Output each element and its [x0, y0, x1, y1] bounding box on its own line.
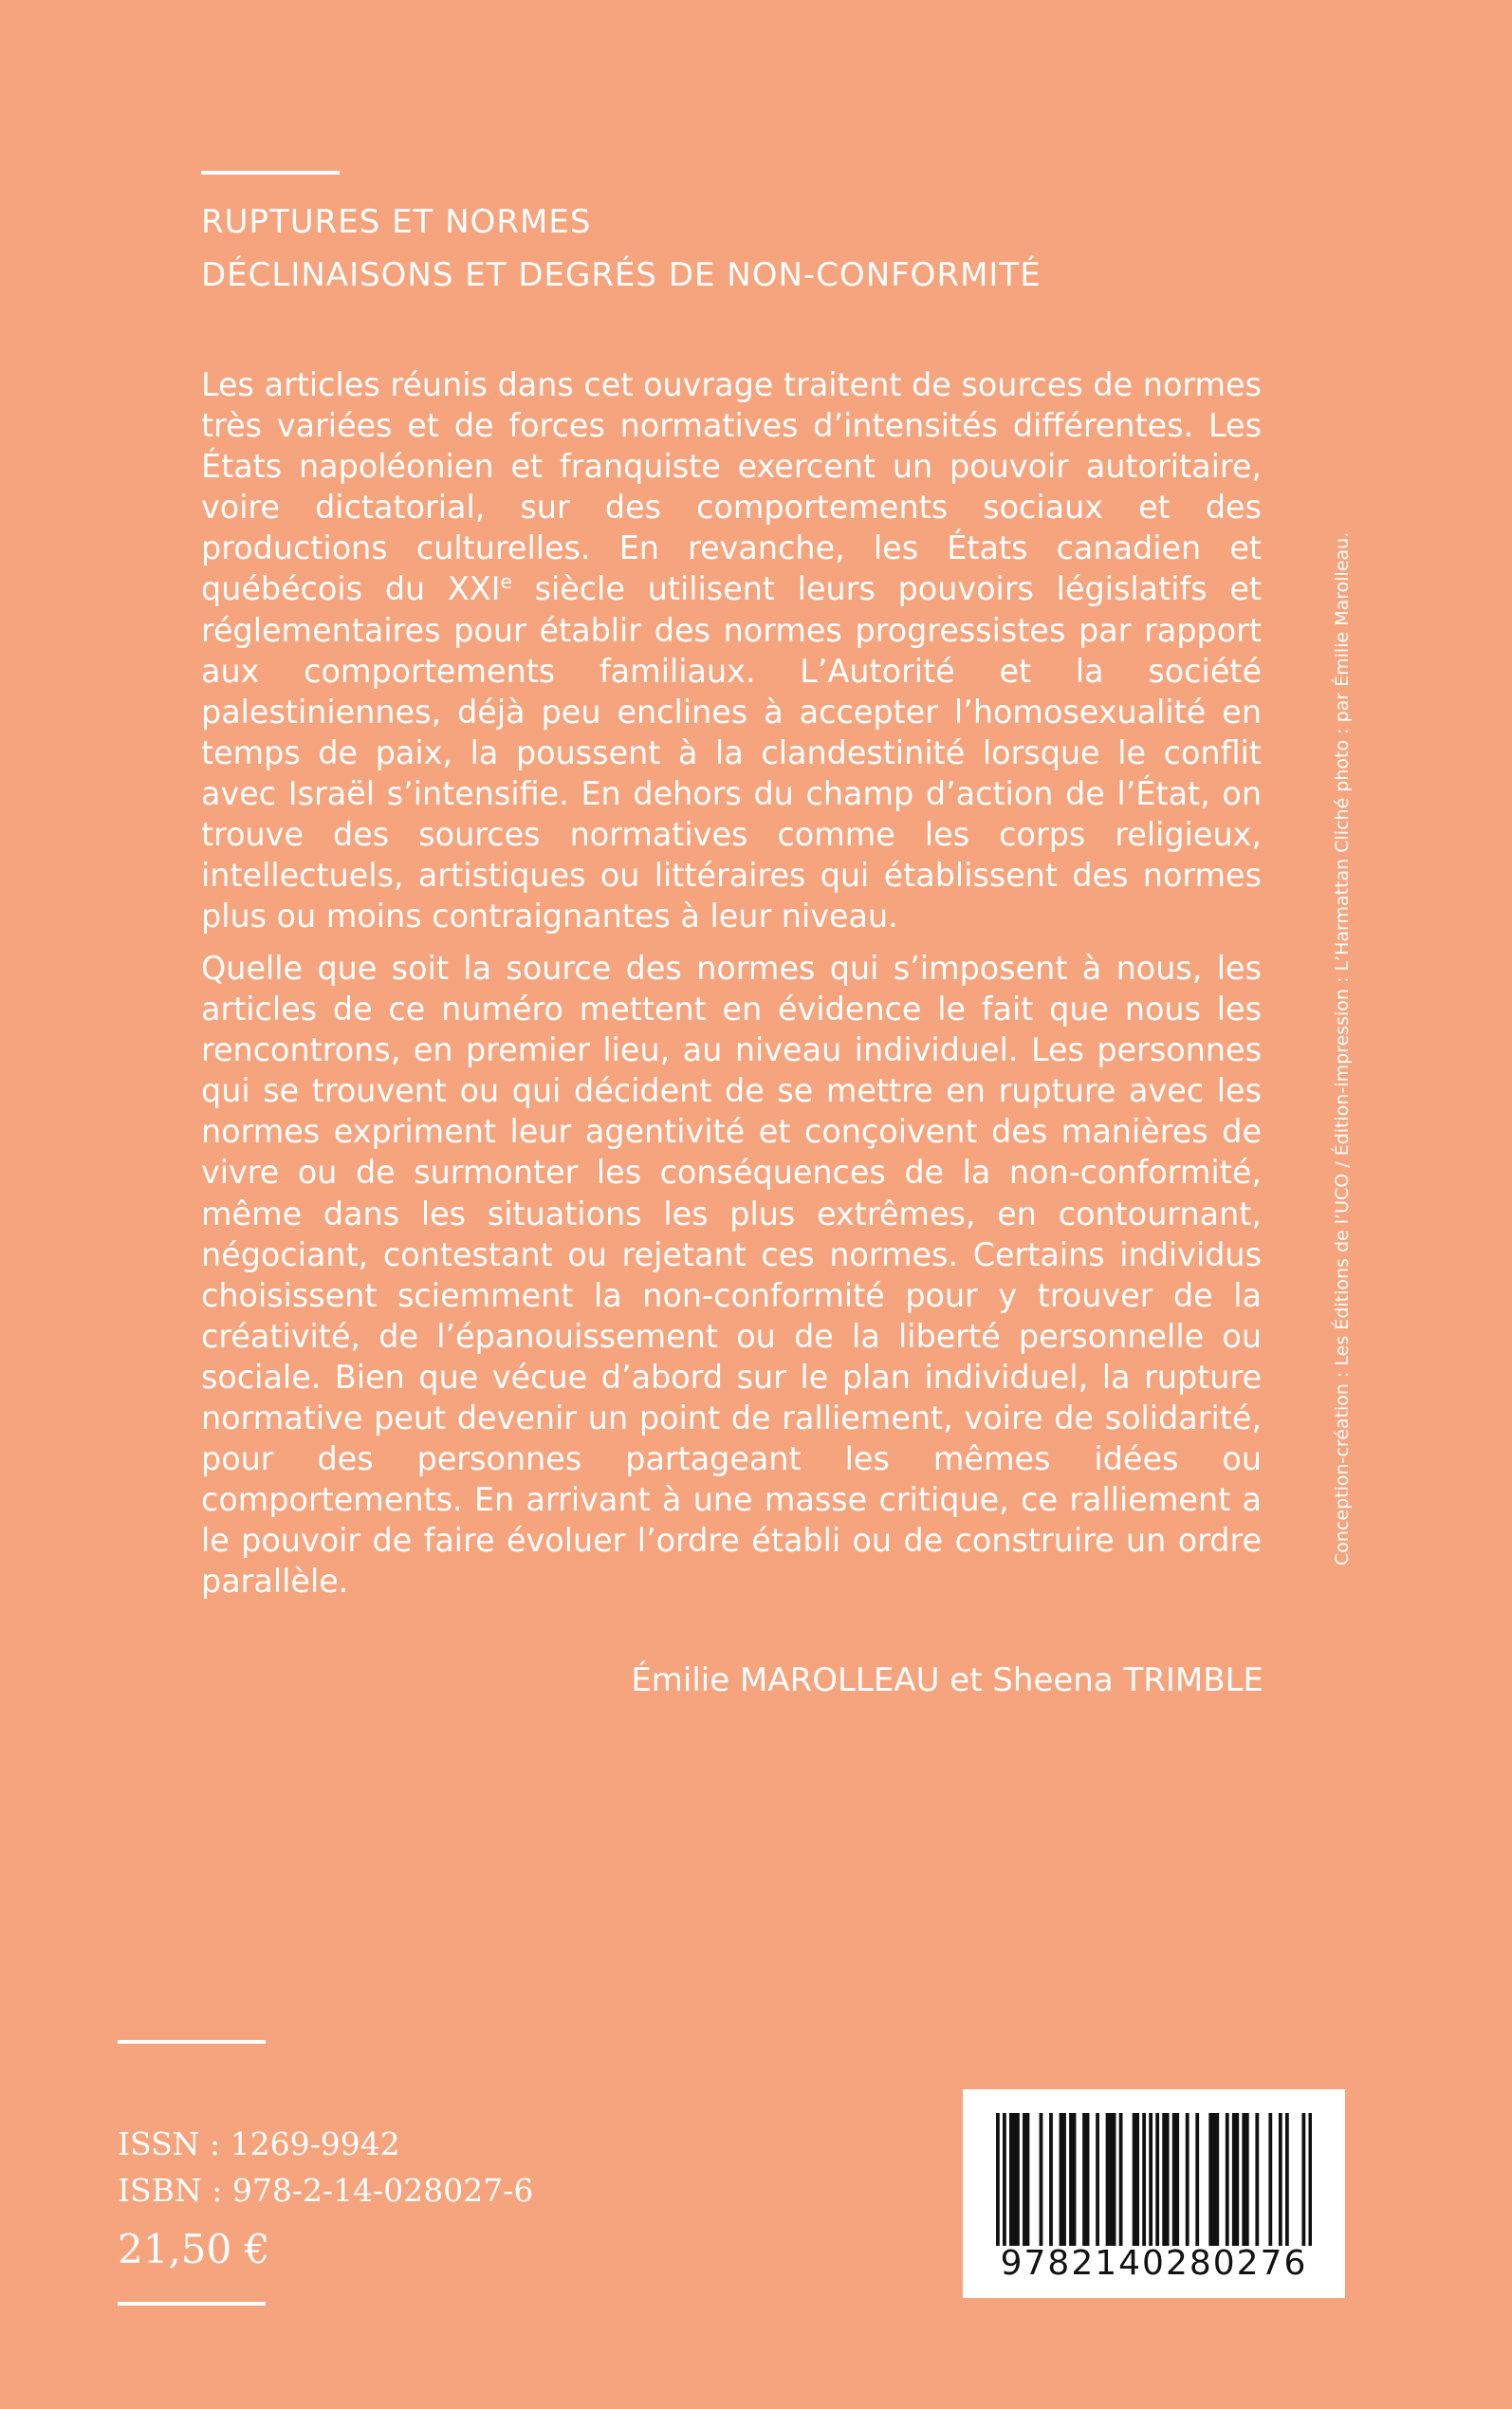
barcode-bar [1133, 2113, 1136, 2246]
barcode-bar [1186, 2113, 1189, 2246]
barcode-bar [1226, 2113, 1229, 2246]
barcode-bar [996, 2113, 1000, 2246]
vertical-credits: Conception-création : Les Éditions de l’UCO / Édition-impression : L’Harmattan Cliché photo : par Émilie Marolleau. [1332, 531, 1353, 1566]
barcode-bar [1086, 2113, 1090, 2246]
barcode-bars [996, 2113, 1312, 2246]
barcode-bar [1242, 2113, 1245, 2246]
barcode-bar [1245, 2113, 1249, 2246]
authors-line: Émilie MAROLLEAU et Sheena TRIMBLE [631, 1661, 1263, 1699]
barcode-bar [1106, 2113, 1110, 2246]
barcode-bar [1109, 2113, 1113, 2246]
barcode-bar [1166, 2113, 1170, 2246]
barcode-bar [1003, 2113, 1006, 2246]
barcode-bar [1023, 2113, 1026, 2246]
barcode-bar [1060, 2113, 1063, 2246]
barcode-bar [1301, 2113, 1305, 2246]
barcode-bar [1062, 2113, 1066, 2246]
barcode-bar [1082, 2113, 1086, 2246]
barcode-bar [1155, 2113, 1159, 2246]
barcode-bar [1026, 2113, 1030, 2246]
barcode-bar [1013, 2113, 1017, 2246]
summary-paragraph-2: Quelle que soit la source des normes qui s’imposent à nous, les articles de ce numéro mettent en évidence le fait que nous les rencontrons, en premier lieu, au niveau individuel. Les personnes qui se trouvent ou qui décident de se mettre en rupture avec les normes expriment leur agentivité et conçoivent des manières de vivre ou de surmonter les conséquences de la non-conformité, même dans les situations les plus extrêmes, en contournant, négociant, contestant ou rejetant ces normes. Certains individus choisissent sciemment la non-conformité pour y trouver de la créativité, de l’épanouissement ou de la liberté personnelle ou sociale. Bien que vécue d’abord sur le plan individuel, la rupture normative peut devenir un point de ralliement, voire de solidarité, pour des personnes partageant les mêmes idées ou comportements. En arrivant à une masse critique, ce ralliement a le pouvoir de faire évoluer l’ordre établi ou de construire un ordre parallèle. [201, 950, 1262, 1601]
book-subtitle: DÉCLINAISONS ET DEGRÉS DE NON-CONFORMITÉ [201, 256, 1042, 294]
barcode-bar [1135, 2113, 1139, 2246]
isbn-number: ISBN : 978-2-14-028027-6 [118, 2172, 534, 2209]
barcode-bar [1255, 2113, 1259, 2246]
barcode-bar [1009, 2113, 1013, 2246]
barcode-bar [1232, 2113, 1236, 2246]
barcode [963, 2089, 1345, 2298]
barcode-bar [1235, 2113, 1239, 2246]
barcode-bar [1175, 2113, 1179, 2246]
barcode-bar [1279, 2113, 1282, 2246]
barcode-bar [1016, 2113, 1020, 2246]
barcode-bar [1142, 2113, 1146, 2246]
barcode-bar [1285, 2113, 1289, 2246]
barcode-bar [1172, 2113, 1176, 2246]
barcode-bar [1049, 2113, 1053, 2246]
summary-paragraph-1: Les articles réunis dans cet ouvrage traitent de sources de normes très variées et de forces normatives d’intensités différentes. Les États napoléonien et franquiste exercent un pouvoir autoritaire, voire dictatorial, sur des comportements sociaux et des productions culturelles. En revanche, les États canadien et québécois du XXIe siècle utilisent leurs pouvoirs législatifs et réglementaires pour établir des normes progressistes par rapport aux comportements familiaux. L’Autorité et la société palestiniennes, déjà peu enclines à accepter l’homosexualité en temps de paix, la poussent à la clandestinité lorsque le conflit avec Israël s’intensifie. En dehors du champ d’action de l’État, on trouve des sources normatives comme les corps religieux, intellectuels, artistiques ou littéraires qui établissent des normes plus ou moins contraignantes à leur niveau. [201, 366, 1262, 936]
barcode-bar [1208, 2113, 1212, 2246]
barcode-bar [1162, 2113, 1166, 2246]
barcode-bar [1268, 2113, 1272, 2246]
barcode-bar [1069, 2113, 1073, 2246]
barcode-bar [1212, 2113, 1216, 2246]
price: 21,50 € [118, 2226, 270, 2272]
barcode-digits: 9782140280276 [1000, 2244, 1308, 2283]
footer-divider-top [118, 2040, 266, 2044]
barcode-bar [1096, 2113, 1099, 2246]
footer-divider-bottom [118, 2302, 266, 2306]
book-title: RUPTURES ET NORMES [201, 203, 592, 241]
barcode-bar [1113, 2113, 1116, 2246]
top-divider [201, 171, 340, 175]
issn-number: ISSN : 1269-9942 [118, 2125, 400, 2162]
barcode-bar [1195, 2113, 1199, 2246]
barcode-bar [1119, 2113, 1123, 2246]
barcode-bar [1073, 2113, 1077, 2246]
barcode-bar [1308, 2113, 1312, 2246]
barcode-bar [1149, 2113, 1152, 2246]
barcode-bar [1215, 2113, 1219, 2246]
barcode-bar [1040, 2113, 1043, 2246]
